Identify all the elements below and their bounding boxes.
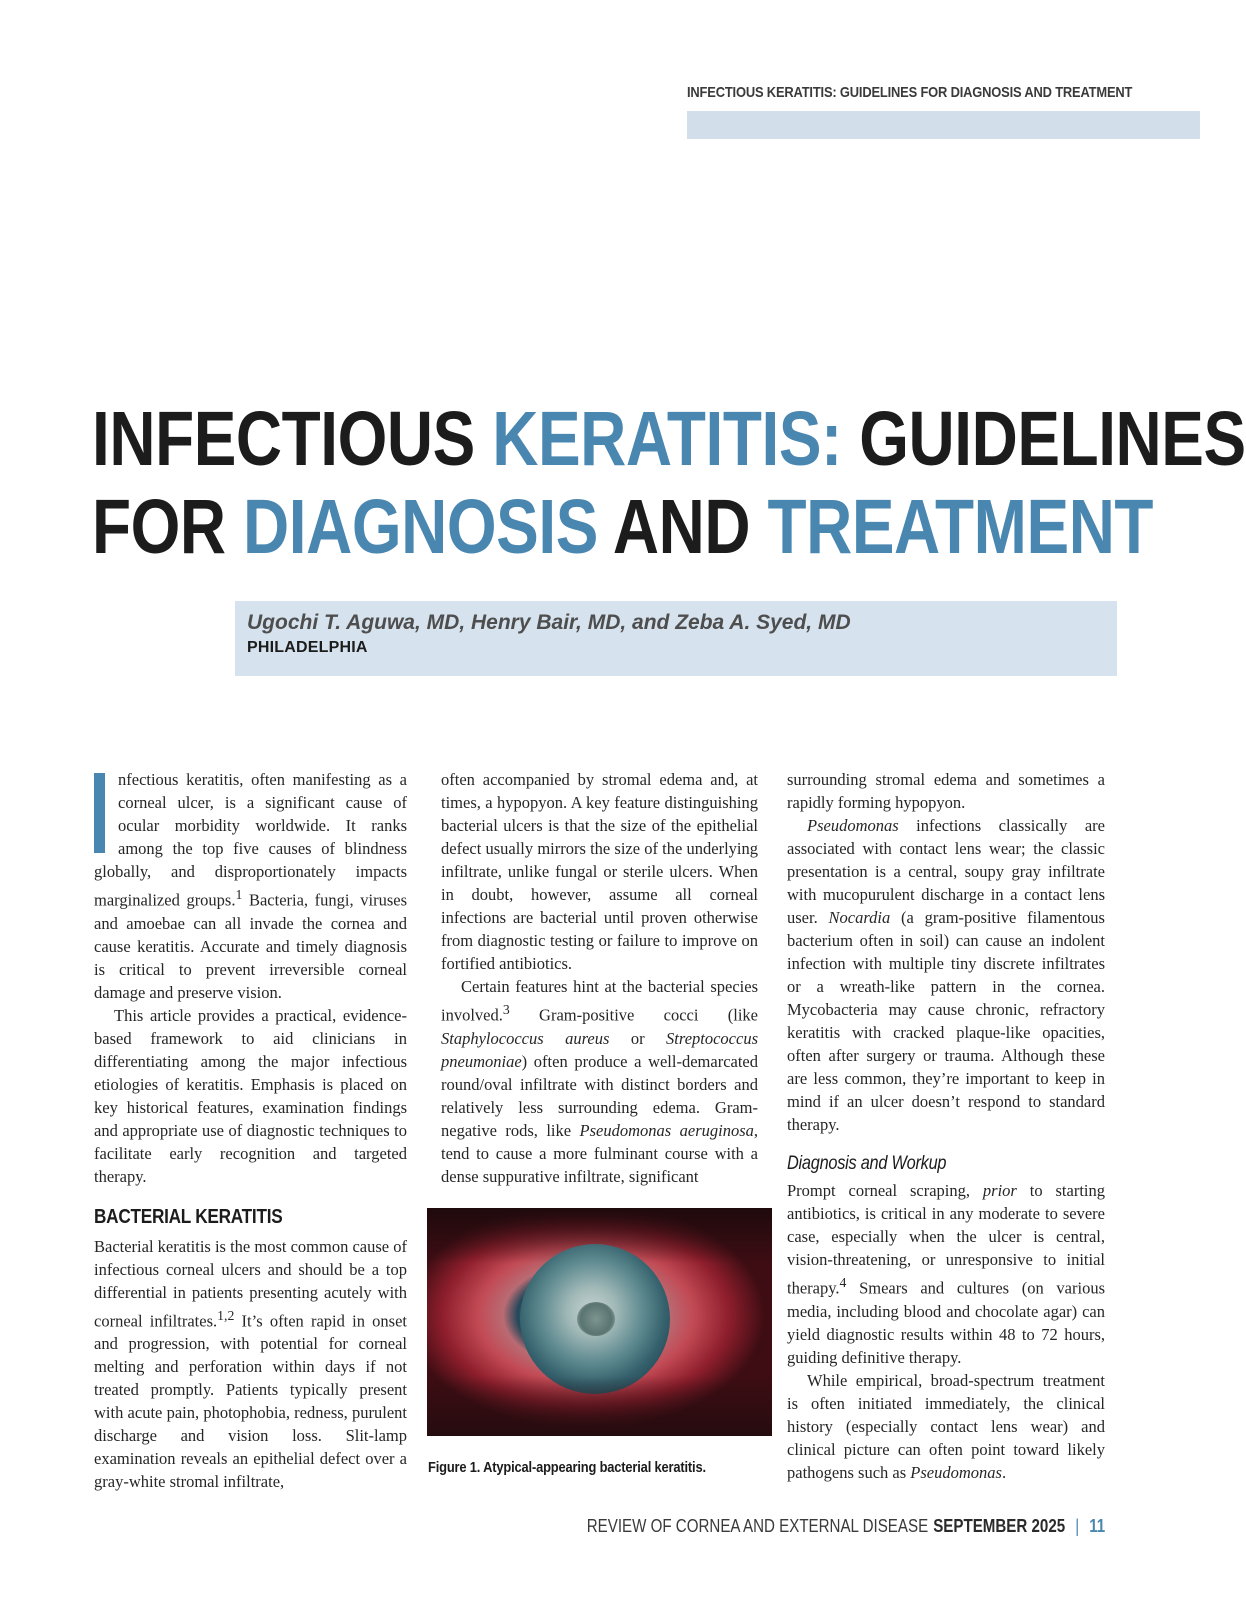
title-word: INFECTIOUS [92, 396, 493, 482]
title-word: FOR [92, 484, 244, 570]
reference-mark: 1,2 [217, 1307, 235, 1323]
paragraph-text: nfectious keratitis, often manifesting as a corneal ulcer, is a significant cause of ocular morbidity worldwide. It ranks among the top five causes of blindness globally, and disproportionately impacts marginalized groups. [94, 770, 407, 910]
paragraph-text: Bacteria, fungi, viruses and amoebae can all invade the cornea and cause keratitis. Accurate and timely diagnosis is critical to prevent irreversible corneal damage and preserve vision. [94, 890, 407, 1002]
section-heading: BACTERIAL KERATITIS [94, 1205, 283, 1228]
title-word: GUIDELINES [841, 396, 1246, 482]
paragraph-text: ) often produce a well-demarcated round/oval infiltrate with distinct borders and relatively less surrounding edema. Gram-negative rods, like [441, 1051, 758, 1140]
title-word: AND [597, 484, 768, 570]
paragraph: surrounding stromal edema and sometimes a rapidly forming hypopyon. [787, 770, 1105, 812]
column-1 [94, 768, 407, 1493]
footer-issue: SEPTEMBER 2025 [932, 1516, 1065, 1536]
reference-mark: 1 [235, 887, 243, 902]
paragraph [94, 1235, 407, 1494]
paragraph-text: Certain features hint at the bacterial species involved. [441, 977, 758, 1025]
paragraph [787, 814, 1105, 1136]
paragraph [787, 1179, 1105, 1369]
paragraph-text: Gram-positive cocci (like [509, 1005, 758, 1025]
title-word-accent: KERATITIS: [492, 396, 842, 482]
page-number: 11 [1089, 1516, 1105, 1536]
paragraph [94, 768, 407, 1004]
running-head-text: INFECTIOUS KERATITIS: GUIDELINES FOR DIAGNOSIS AND TREATMENT [687, 84, 1133, 101]
paragraph: often accompanied by stromal edema and, at times, a hypopyon. A key feature distinguishing bacterial ulcers is that the size of the epithelial defect usually mirrors the size of the underlying infiltrate, unlike fungal or sterile ulcers. When in doubt, however, assume all corneal infections are bacterial until proven otherwise from diagnostic testing or failure to improve on fortified antibiotics. [441, 770, 758, 973]
species-name: Staphylococcus aureus [441, 1028, 610, 1048]
column-2 [441, 768, 758, 1188]
byline-city: PHILADELPHIA [247, 639, 368, 656]
footer-publication: REVIEW OF CORNEA AND EXTERNAL DISEASE [586, 1516, 928, 1536]
species-name: Pseudomonas [807, 816, 899, 835]
paragraph: This article provides a practical, evidence-based framework to aid clinicians in differentiating among the major infectious etiologies of keratitis. Emphasis is placed on key historical features, examination findings and appropriate use of diagnostic techniques to facilitate early recognition and targeted therapy. [94, 1005, 407, 1186]
species-name: Nocardia [828, 908, 891, 927]
column-3 [787, 768, 1105, 1484]
figure-lower-lid [427, 1376, 772, 1436]
byline-panel [235, 601, 1117, 676]
species-name: Pseudomonas [910, 1462, 1002, 1482]
paragraph-text: , tend to cause a more fulminant course with a dense suppurative infiltrate, significant [441, 1120, 758, 1186]
emphasis: prior [982, 1181, 1017, 1200]
paragraph-text: (a gram-positive filamentous bacterium often in soil) can cause an indolent infection with multiple tiny discrete infiltrates or a wreath-like pattern in the cornea. Mycobacteria may cause chronic, refractory keratitis with cracked plaque-like opacities, often after surgery or trauma. Although these are less common, they’re important to keep in mind if an ulcer doesn’t respond to standard therapy. [787, 908, 1105, 1134]
page-footer [587, 1516, 1105, 1537]
figure-eye-photo [427, 1208, 772, 1436]
title-word-accent: TREATMENT [767, 484, 1154, 570]
paragraph [441, 975, 758, 1188]
paragraph-text: Prompt corneal scraping, [787, 1181, 983, 1200]
species-name: Pseudomonas aeruginosa [579, 1120, 754, 1140]
running-head [687, 84, 1200, 101]
paragraph-text: or [609, 1028, 667, 1048]
paragraph-text: Bacterial keratitis is the most common cause of infectious corneal ulcers and should be a top differential in patients presenting acutely with corneal infiltrates. [94, 1236, 407, 1330]
subsection-heading: Diagnosis and Workup [787, 1153, 947, 1174]
footer-separator: | [1074, 1516, 1079, 1536]
species-name: Streptococcus pneumoniae [441, 1028, 758, 1071]
figure-infiltrate [577, 1302, 615, 1336]
paragraph-text: Smears and cultures (on various media, including blood and chocolate agar) can yield diagnostic results within 48 to 72 hours, guiding definitive therapy. [787, 1278, 1105, 1367]
article-title [92, 395, 1246, 571]
paragraph-text: infections classically are associated with contact lens wear; the classic presentation is a central, soupy gray infiltrate with mucopurulent discharge in a contact lens user. [787, 816, 1105, 927]
title-word-accent: DIAGNOSIS [243, 484, 598, 570]
paragraph-text: . [1001, 1462, 1007, 1482]
drop-cap-bar [94, 773, 105, 853]
paragraph-text: While empirical, broad-spectrum treatment is often initiated immediately, the clinical history (especially contact lens wear) and clinical picture can often point toward likely pathogens such as [787, 1370, 1105, 1482]
reference-mark: 3 [502, 1002, 510, 1017]
byline-authors: Ugochi T. Aguwa, MD, Henry Bair, MD, and Zeba A. Syed, MD [247, 611, 851, 634]
paragraph [787, 1369, 1105, 1484]
figure-caption: Figure 1. Atypical-appearing bacterial keratitis. [428, 1459, 706, 1476]
paragraph-text: It’s often rapid in onset and progression, with potential for corneal melting and perforation within days if not treated promptly. Patients typically present with acute pain, photophobia, redness, purulent discharge and vision loss. Slit-lamp examination reveals an epithelial defect over a gray-white stromal infiltrate, [94, 1311, 407, 1491]
reference-mark: 4 [839, 1275, 847, 1290]
running-head-bar [687, 111, 1200, 139]
paragraph-text: to starting antibiotics, is critical in any moderate to severe case, especially when the ulcer is central, vision-threatening, or unresponsive to initial therapy. [787, 1181, 1105, 1298]
